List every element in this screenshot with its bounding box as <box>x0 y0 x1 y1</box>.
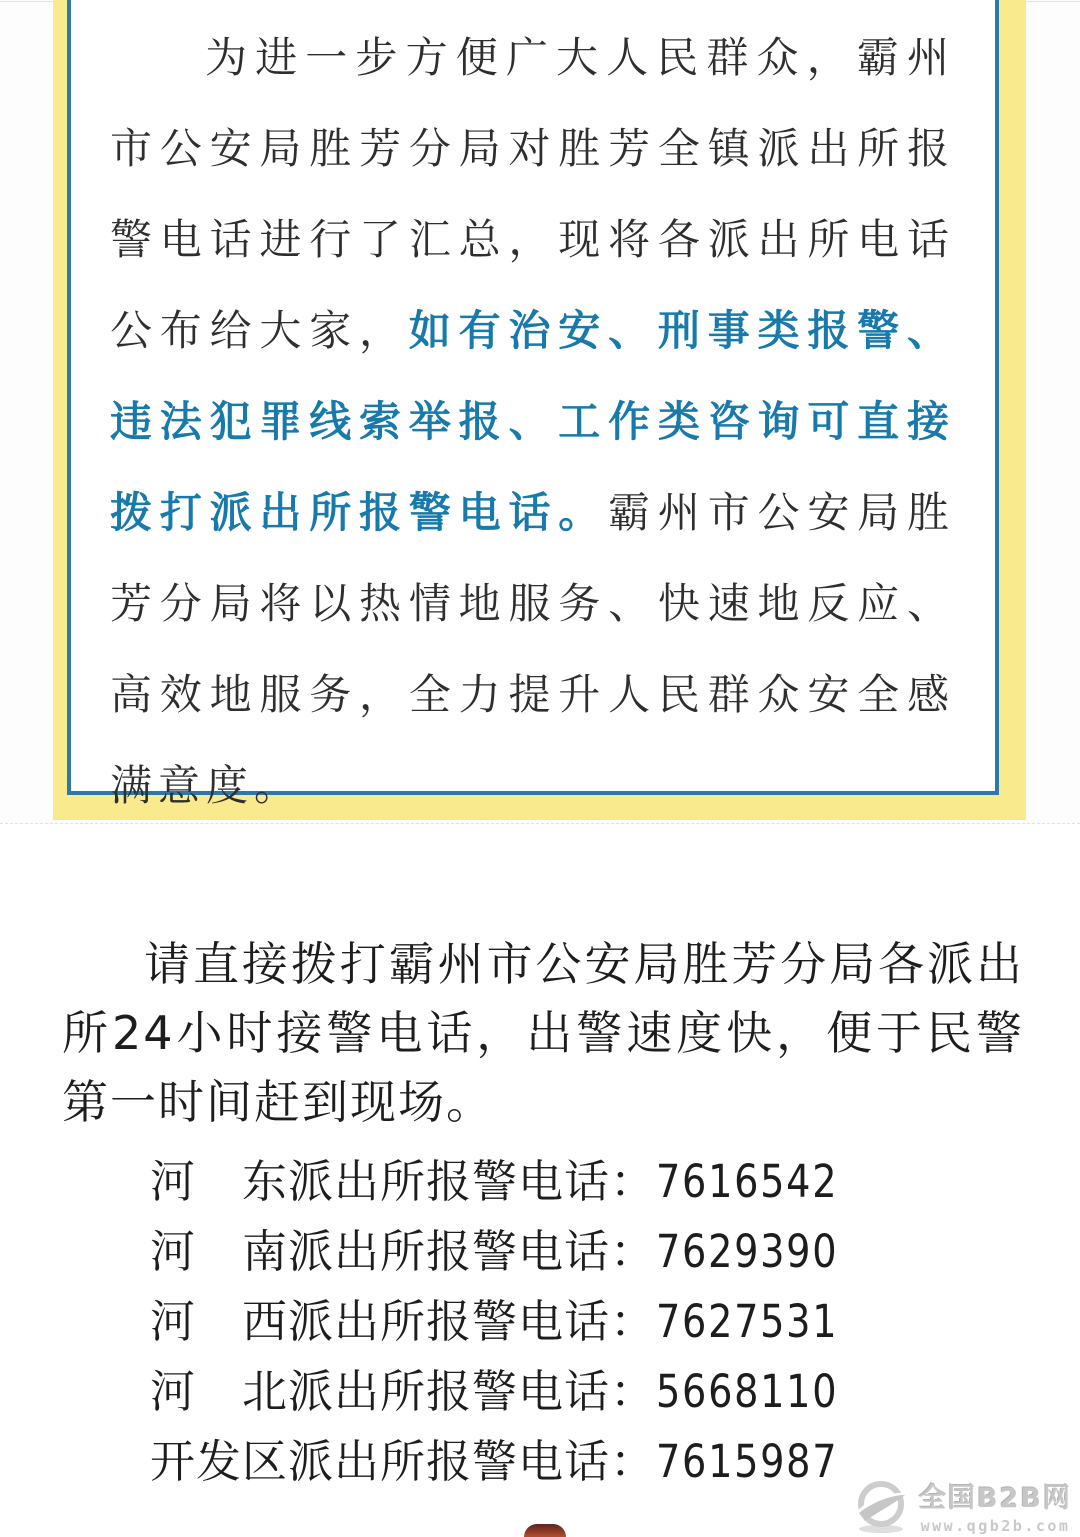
notice-text-highlight: 如有治安、刑事类报警、违法犯罪线索举报、工作类咨询可直接拨打派出所报警电话。 <box>110 306 955 537</box>
b2b-watermark-url: www.qgb2b.com <box>920 1517 1071 1535</box>
station-label: 河 南派出所报警电话： <box>150 1225 657 1278</box>
article-body <box>0 824 1080 1537</box>
station-phone-list <box>150 1147 1080 1497</box>
notice-yellow-frame <box>53 0 1026 820</box>
notice-text-lead: 为进一步方便广大人民群众，霸州市公安局胜芳分局对胜芳全镇派出所报警电话进行了汇总，现将各派出所电话公布给大家， <box>110 33 955 355</box>
station-label: 河 北派出所报警电话： <box>150 1365 657 1418</box>
station-phone-number: 7627531 <box>656 1295 839 1348</box>
station-phone-number: 7629390 <box>656 1225 839 1278</box>
b2b-watermark-text <box>919 1476 1072 1535</box>
b2b-watermark <box>851 1476 1072 1535</box>
station-phone-number: 5668110 <box>656 1365 839 1418</box>
station-row-hedong <box>150 1147 1080 1217</box>
station-label: 河 东派出所报警电话： <box>150 1155 657 1208</box>
station-row-hebei <box>150 1357 1080 1427</box>
intro-paragraph: 请直接拨打霸州市公安局胜芳分局各派出所24小时接警电话，出警速度快，便于民警第一时间赶到现场。 <box>62 937 1024 1129</box>
b2b-watermark-title: 全国B2B网 <box>919 1483 1072 1514</box>
notice-box <box>67 0 999 810</box>
station-label: 开发区派出所报警电话： <box>150 1435 657 1488</box>
station-label: 河 西派出所报警电话： <box>150 1295 657 1348</box>
station-row-hexi <box>150 1287 1080 1357</box>
station-phone-number: 7615987 <box>656 1435 839 1488</box>
notice-text-tail: 霸州市公安局胜芳分局将以热情地服务、快速地反应、高效地服务，全力提升人民群众安全感满意度。 <box>110 488 955 810</box>
notice-paragraph <box>71 0 995 831</box>
b2b-watermark-logo-icon <box>851 1477 911 1535</box>
station-row-henan <box>150 1217 1080 1287</box>
station-phone-number: 7616542 <box>656 1155 839 1208</box>
police-emblem-top-arc <box>524 1524 566 1537</box>
